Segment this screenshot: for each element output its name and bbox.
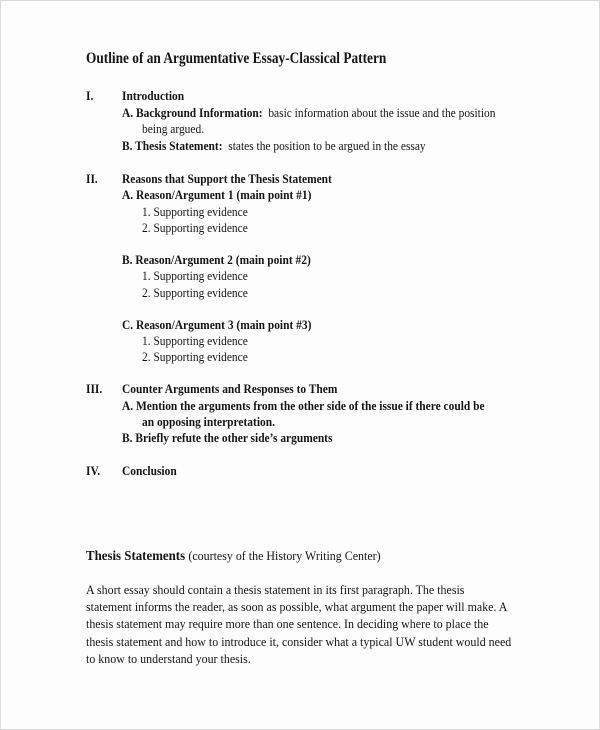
thesis-line-1: A short essay should contain a thesis statement in its first paragraph. The thesis bbox=[86, 582, 465, 597]
heading-reasons: Reasons that Support the Thesis Statement bbox=[122, 171, 332, 186]
thesis-line-4: thesis statement and how to introduce it, consider what a typical UW student would need bbox=[86, 633, 512, 649]
reason-3-evidence-2: 2. Supporting evidence bbox=[142, 349, 248, 364]
counter-argument-a: A. Mention the arguments from the other side of the issue if there could be bbox=[122, 398, 485, 413]
numeral-iv: IV. bbox=[86, 463, 101, 478]
reason-1-evidence-1: 1. Supporting evidence bbox=[142, 204, 248, 219]
thesis-statement-item bbox=[122, 138, 426, 154]
thesis-paragraph bbox=[86, 581, 512, 667]
reason-2-label: B. Reason/Argument 2 (main point #2) bbox=[122, 252, 311, 267]
thesis-line-3: thesis statement may require more than one sentence. In deciding where to place the bbox=[86, 616, 489, 632]
heading-conclusion: Conclusion bbox=[122, 463, 177, 478]
thesis-statement-text: states the position to be argued in the essay bbox=[228, 138, 426, 153]
thesis-heading: Thesis Statements bbox=[86, 549, 186, 564]
background-information-text: basic information about the issue and the position bbox=[268, 105, 496, 120]
counter-argument-b: B. Briefly refute the other side’s arguments bbox=[122, 430, 333, 445]
reason-1-label: A. Reason/Argument 1 (main point #1) bbox=[122, 187, 312, 202]
numeral-i: I. bbox=[86, 88, 94, 103]
numeral-iii: III. bbox=[86, 381, 103, 396]
background-information-continuation: being argued. bbox=[142, 121, 205, 136]
reason-3-evidence-1: 1. Supporting evidence bbox=[142, 333, 248, 348]
counter-argument-a-continuation: an opposing interpretation. bbox=[142, 414, 275, 429]
background-information-label: A. Background Information: bbox=[122, 105, 263, 120]
heading-counter-arguments: Counter Arguments and Responses to Them bbox=[122, 381, 338, 396]
thesis-credit: (courtesy of the History Writing Center) bbox=[188, 548, 381, 563]
outline-title: Outline of an Argumentative Essay-Classical Pattern bbox=[86, 50, 387, 67]
thesis-line-2: statement informs the reader, as soon as possible, what argument the paper will make. A bbox=[86, 599, 508, 615]
heading-introduction: Introduction bbox=[122, 88, 185, 103]
reason-2-evidence-2: 2. Supporting evidence bbox=[142, 285, 248, 300]
thesis-line-5: to know to understand your thesis. bbox=[86, 650, 251, 666]
reason-2-evidence-1: 1. Supporting evidence bbox=[142, 268, 248, 283]
numeral-ii: II. bbox=[86, 171, 98, 186]
reason-1-evidence-2: 2. Supporting evidence bbox=[142, 220, 248, 235]
thesis-heading-line bbox=[86, 547, 381, 565]
background-information-item bbox=[122, 105, 495, 121]
reason-3-label: C. Reason/Argument 3 (main point #3) bbox=[122, 317, 312, 332]
thesis-statement-label: B. Thesis Statement: bbox=[122, 138, 223, 153]
